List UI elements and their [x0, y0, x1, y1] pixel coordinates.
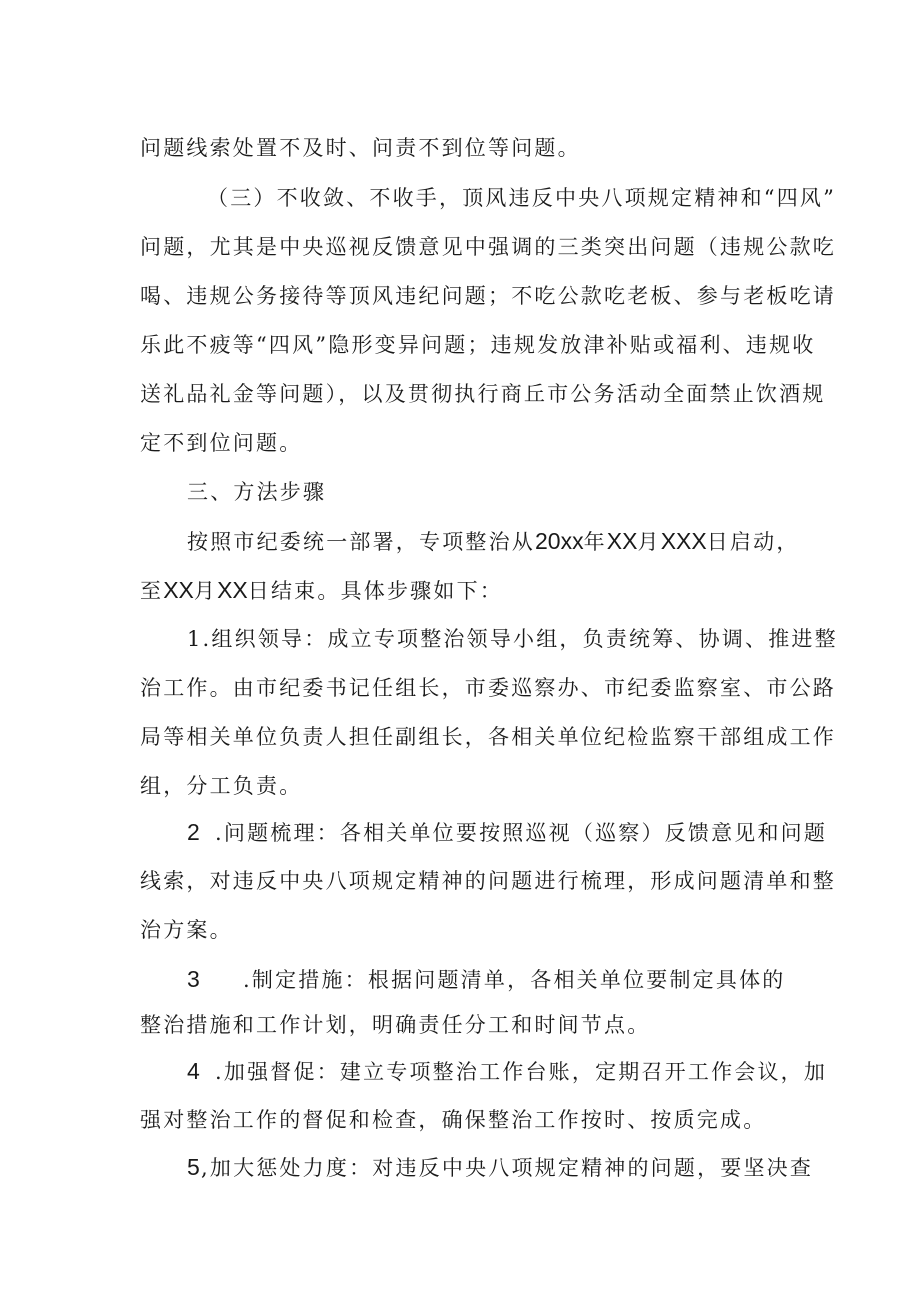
paragraph-line: 送礼品礼金等问题），以及贯彻执行商丘市公务活动全面禁止饮酒规 [140, 382, 826, 406]
day-value: XXX [660, 528, 707, 554]
paragraph-line: 局等相关单位负责人担任副组长，各相关单位纪检监察干部组成工作 [140, 725, 836, 749]
list-number: 4 [187, 1058, 200, 1084]
list-number: 3 [187, 966, 200, 992]
paragraph-line [187, 526, 800, 557]
list-item-4 [187, 1056, 827, 1087]
text-fragment: 按照市纪委统一部署，专项整治从 [187, 530, 535, 554]
paragraph-line: 整治措施和工作计划，明确责任分工和时间节点。 [140, 1013, 651, 1037]
text-fragment: 月 [193, 579, 218, 603]
list-number: 2 [187, 819, 200, 845]
paragraph-line: 喝、违规公务接待等顶风违纪问题；不吃公款吃老板、参与老板吃请 [140, 284, 836, 308]
list-number: 5 [187, 1154, 200, 1180]
paragraph-line: 治工作。由市纪委书记任组长，市委巡察办、市纪委监察室、市公路 [140, 676, 836, 700]
text-fragment: .问题梳理：各相关单位要按照巡视（巡察）反馈意见和问题 [215, 821, 828, 845]
list-item-5 [187, 1152, 813, 1183]
paragraph-line: 组，分工负责。 [140, 774, 303, 798]
paragraph-line: 强对整治工作的督促和检查，确保整治工作按时、按质完成。 [140, 1108, 767, 1132]
list-item-1: 1.组织领导：成立专项整治领导小组，负责统筹、协调、推进整 [187, 627, 838, 651]
text-fragment: .加强督促：建立专项整治工作台账，定期召开工作会议，加 [215, 1060, 828, 1084]
section-heading: 三、方法步骤 [187, 480, 327, 504]
paragraph-line: 治方案。 [140, 918, 233, 942]
paragraph-line: 线索，对违反中央八项规定精神的问题进行梳理，形成问题清单和整 [140, 869, 836, 893]
paragraph-line: （三）不收敛、不收手，顶风违反中央八项规定精神和“四风” [207, 186, 837, 210]
paragraph-line: 问题，尤其是中央巡视反馈意见中强调的三类突出问题（违规公款吃 [140, 235, 836, 259]
paragraph-line: 问题线索处置不及时、问责不到位等问题。 [140, 136, 581, 160]
text-fragment: .制定措施：根据问题清单，各相关单位要制定具体的 [243, 968, 786, 992]
text-fragment: 至 [140, 579, 164, 603]
text-fragment: 月 [637, 530, 661, 554]
day-value: XX [217, 577, 248, 603]
text-fragment: 日启动， [706, 530, 800, 554]
paragraph-line: 定不到位问题。 [140, 431, 303, 455]
text-fragment: ,加大惩处力度：对违反中央八项规定精神的问题，要坚决查 [201, 1156, 814, 1180]
text-fragment: 日结束。具体步骤如下： [247, 579, 503, 603]
list-item-2 [187, 817, 827, 848]
paragraph-line [140, 575, 503, 606]
text-fragment: 年 [583, 530, 607, 554]
paragraph-line: 乐此不疲等“四风”隐形变异问题；违规发放津补贴或福利、违规收 [140, 333, 816, 357]
list-item-3 [187, 964, 785, 995]
month-value: XX [606, 528, 638, 554]
year-value: 20xx [535, 528, 584, 554]
month-value: XX [163, 577, 194, 603]
